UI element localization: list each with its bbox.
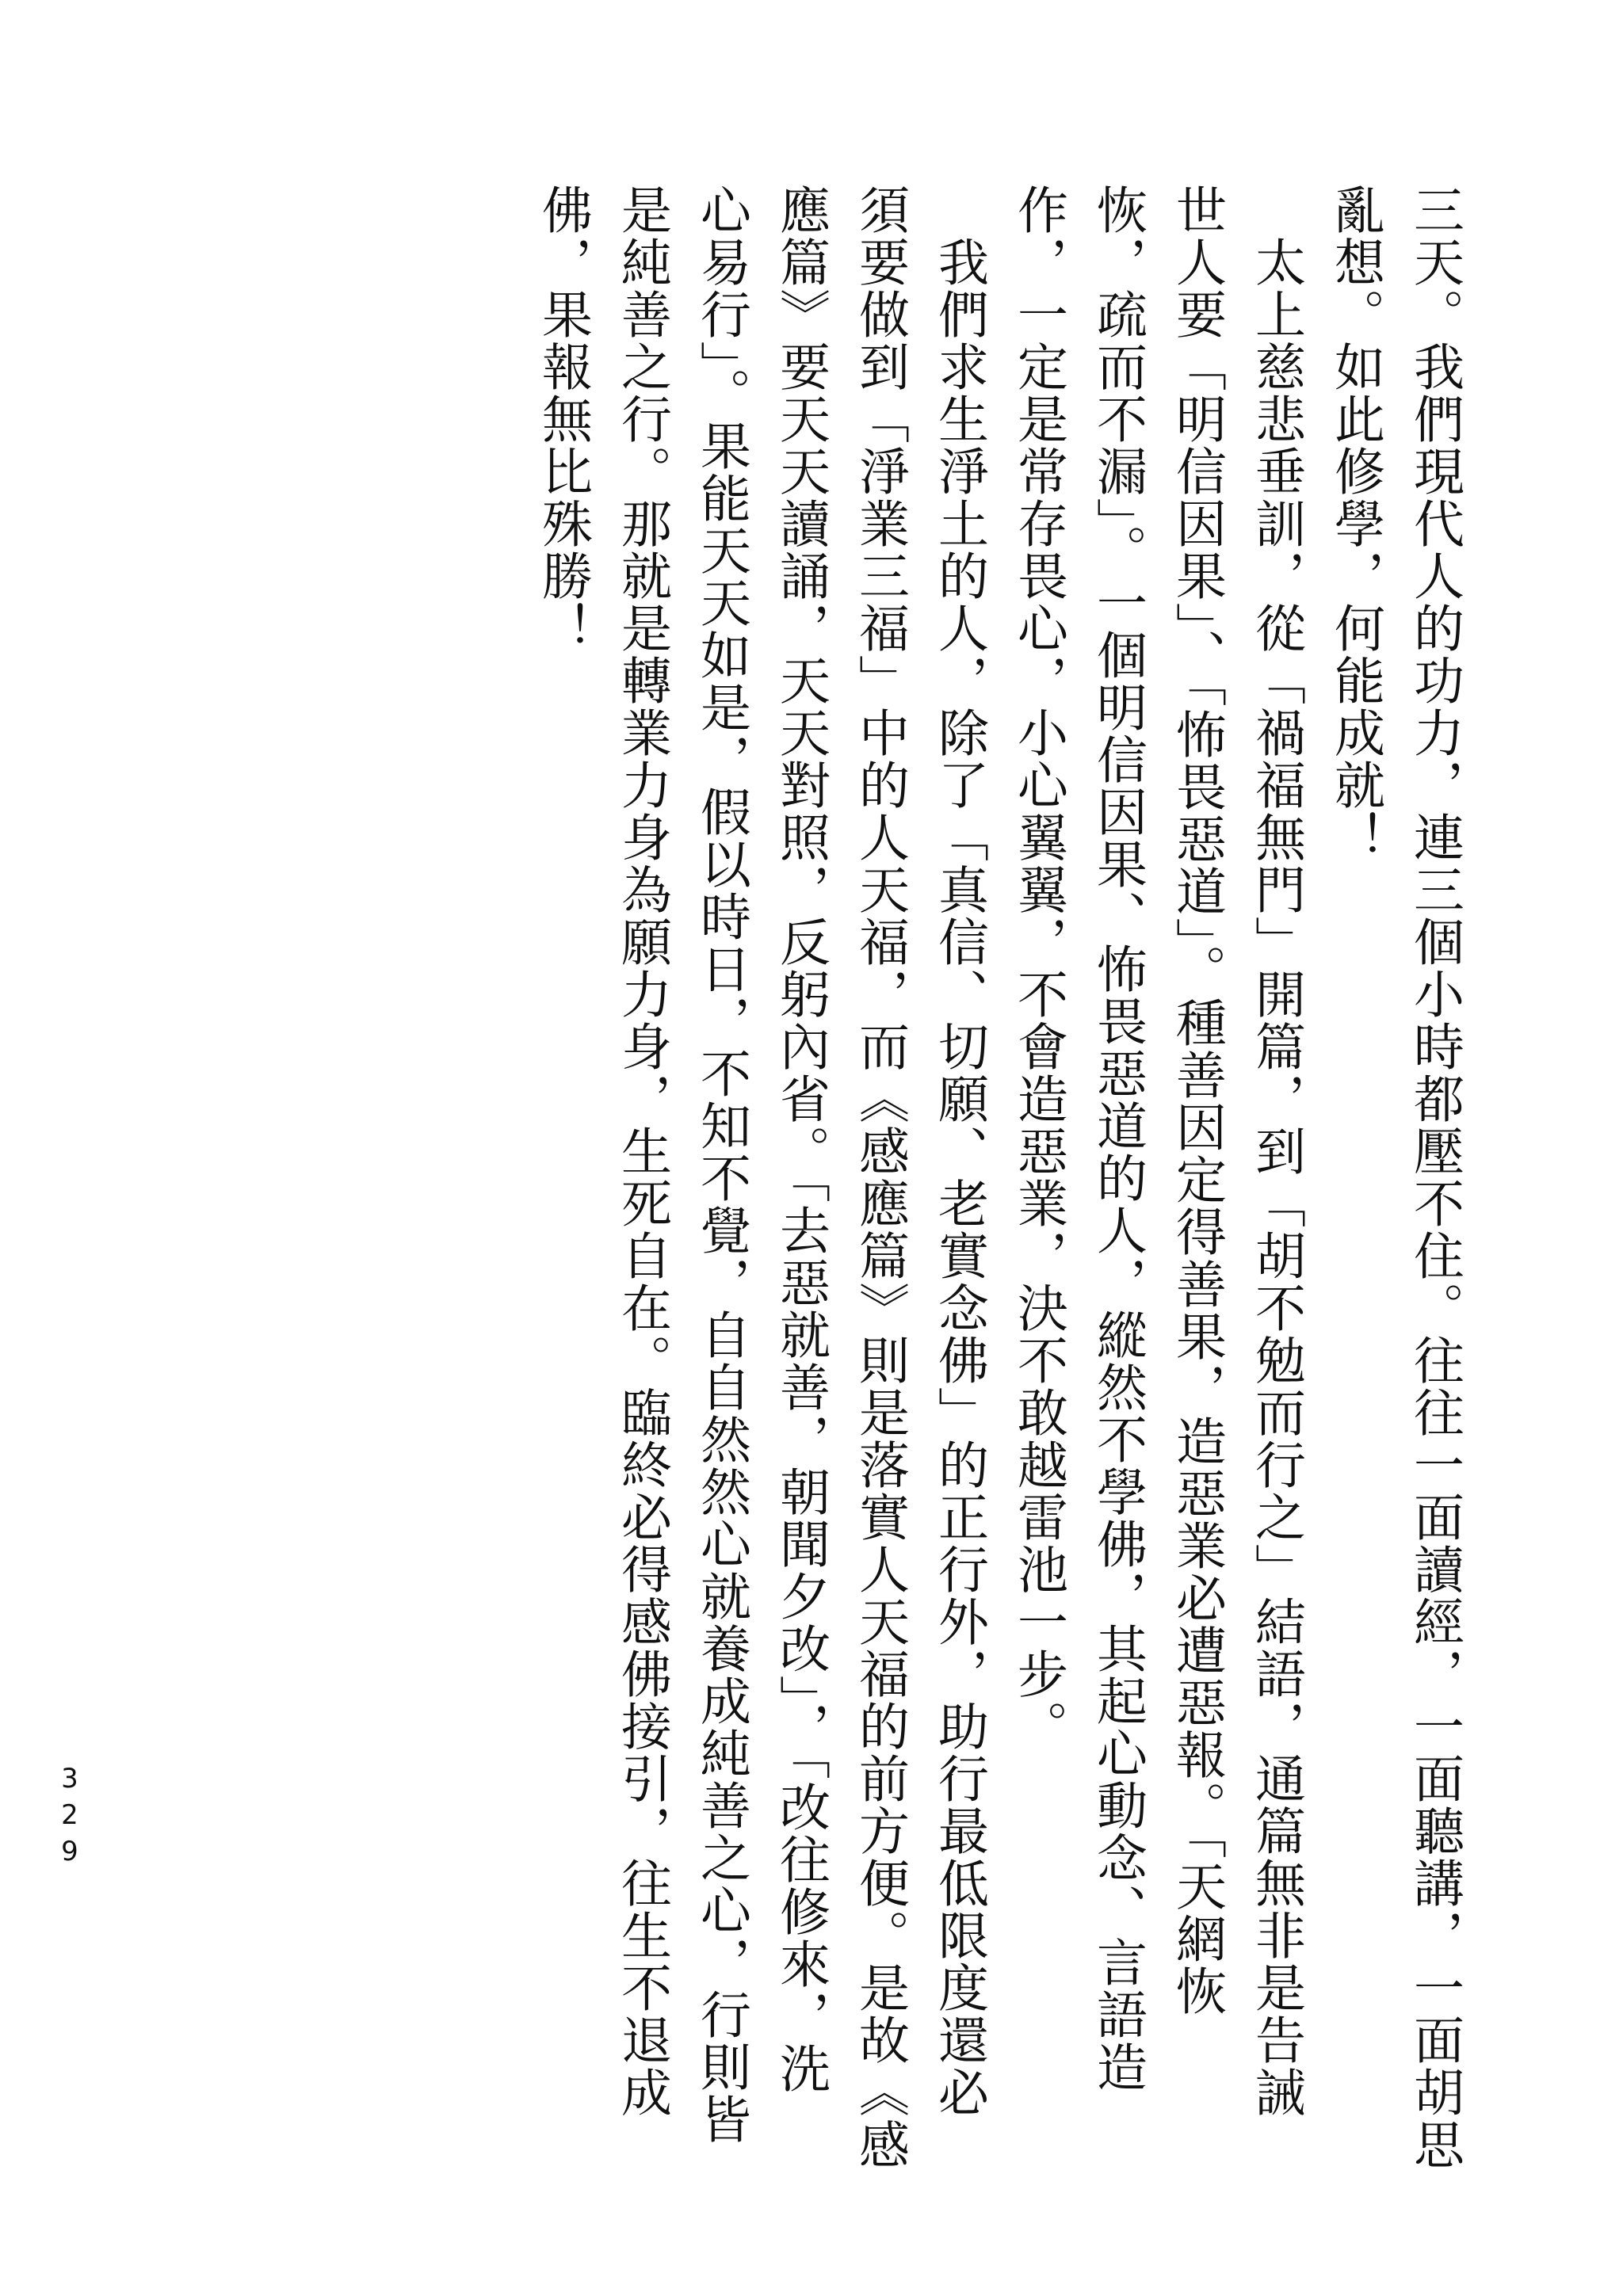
text-column: 是純善之行。那就是轉業力身為願力身，生死自在。臨終必得感佛接引，往生不退成 bbox=[613, 184, 671, 2119]
text-column: 作，一定是常存畏心，小心翼翼，不會造惡業，決不敢越雷池一步。 bbox=[1009, 184, 1067, 1753]
text-column: 世人要「明信因果」、「怖畏惡道」。種善因定得善果，造惡業必遭惡報。「天網恢 bbox=[1167, 184, 1226, 2017]
text-column: 亂想。如此修學，何能成就！ bbox=[1326, 184, 1384, 864]
body-text bbox=[523, 184, 1474, 2212]
text-column: 我們求生淨土的人，除了「真信、切願、老實念佛」的正行外，助行最低限度還必 bbox=[930, 184, 988, 2119]
page-number: 329 bbox=[54, 1763, 86, 1872]
text-column: 三天。我們現代人的功力，連三個小時都壓不住。往往一面讀經，一面聽講，一面胡思 bbox=[1405, 184, 1464, 2171]
text-column: 須要做到「淨業三福」中的人天福，而《感應篇》則是落實人天福的前方便。是故《感 bbox=[850, 184, 909, 2171]
text-column: 太上慈悲垂訓，從「禍福無門」開篇，到「胡不勉而行之」結語，通篇無非是告誡 bbox=[1247, 184, 1305, 2119]
text-column: 恢，疏而不漏」。一個明信因果、怖畏惡道的人，縱然不學佛，其起心動念、言語造 bbox=[1088, 184, 1147, 2093]
text-column: 應篇》要天天讀誦，天天對照，反躬內省。「去惡就善，朝聞夕改」，「改往修來，洗 bbox=[771, 184, 830, 2095]
text-column: 佛，果報無比殊勝！ bbox=[533, 184, 592, 654]
text-column: 心易行」。果能天天如是，假以時日，不知不覺，自自然然心就養成純善之心，行則皆 bbox=[692, 184, 750, 2145]
